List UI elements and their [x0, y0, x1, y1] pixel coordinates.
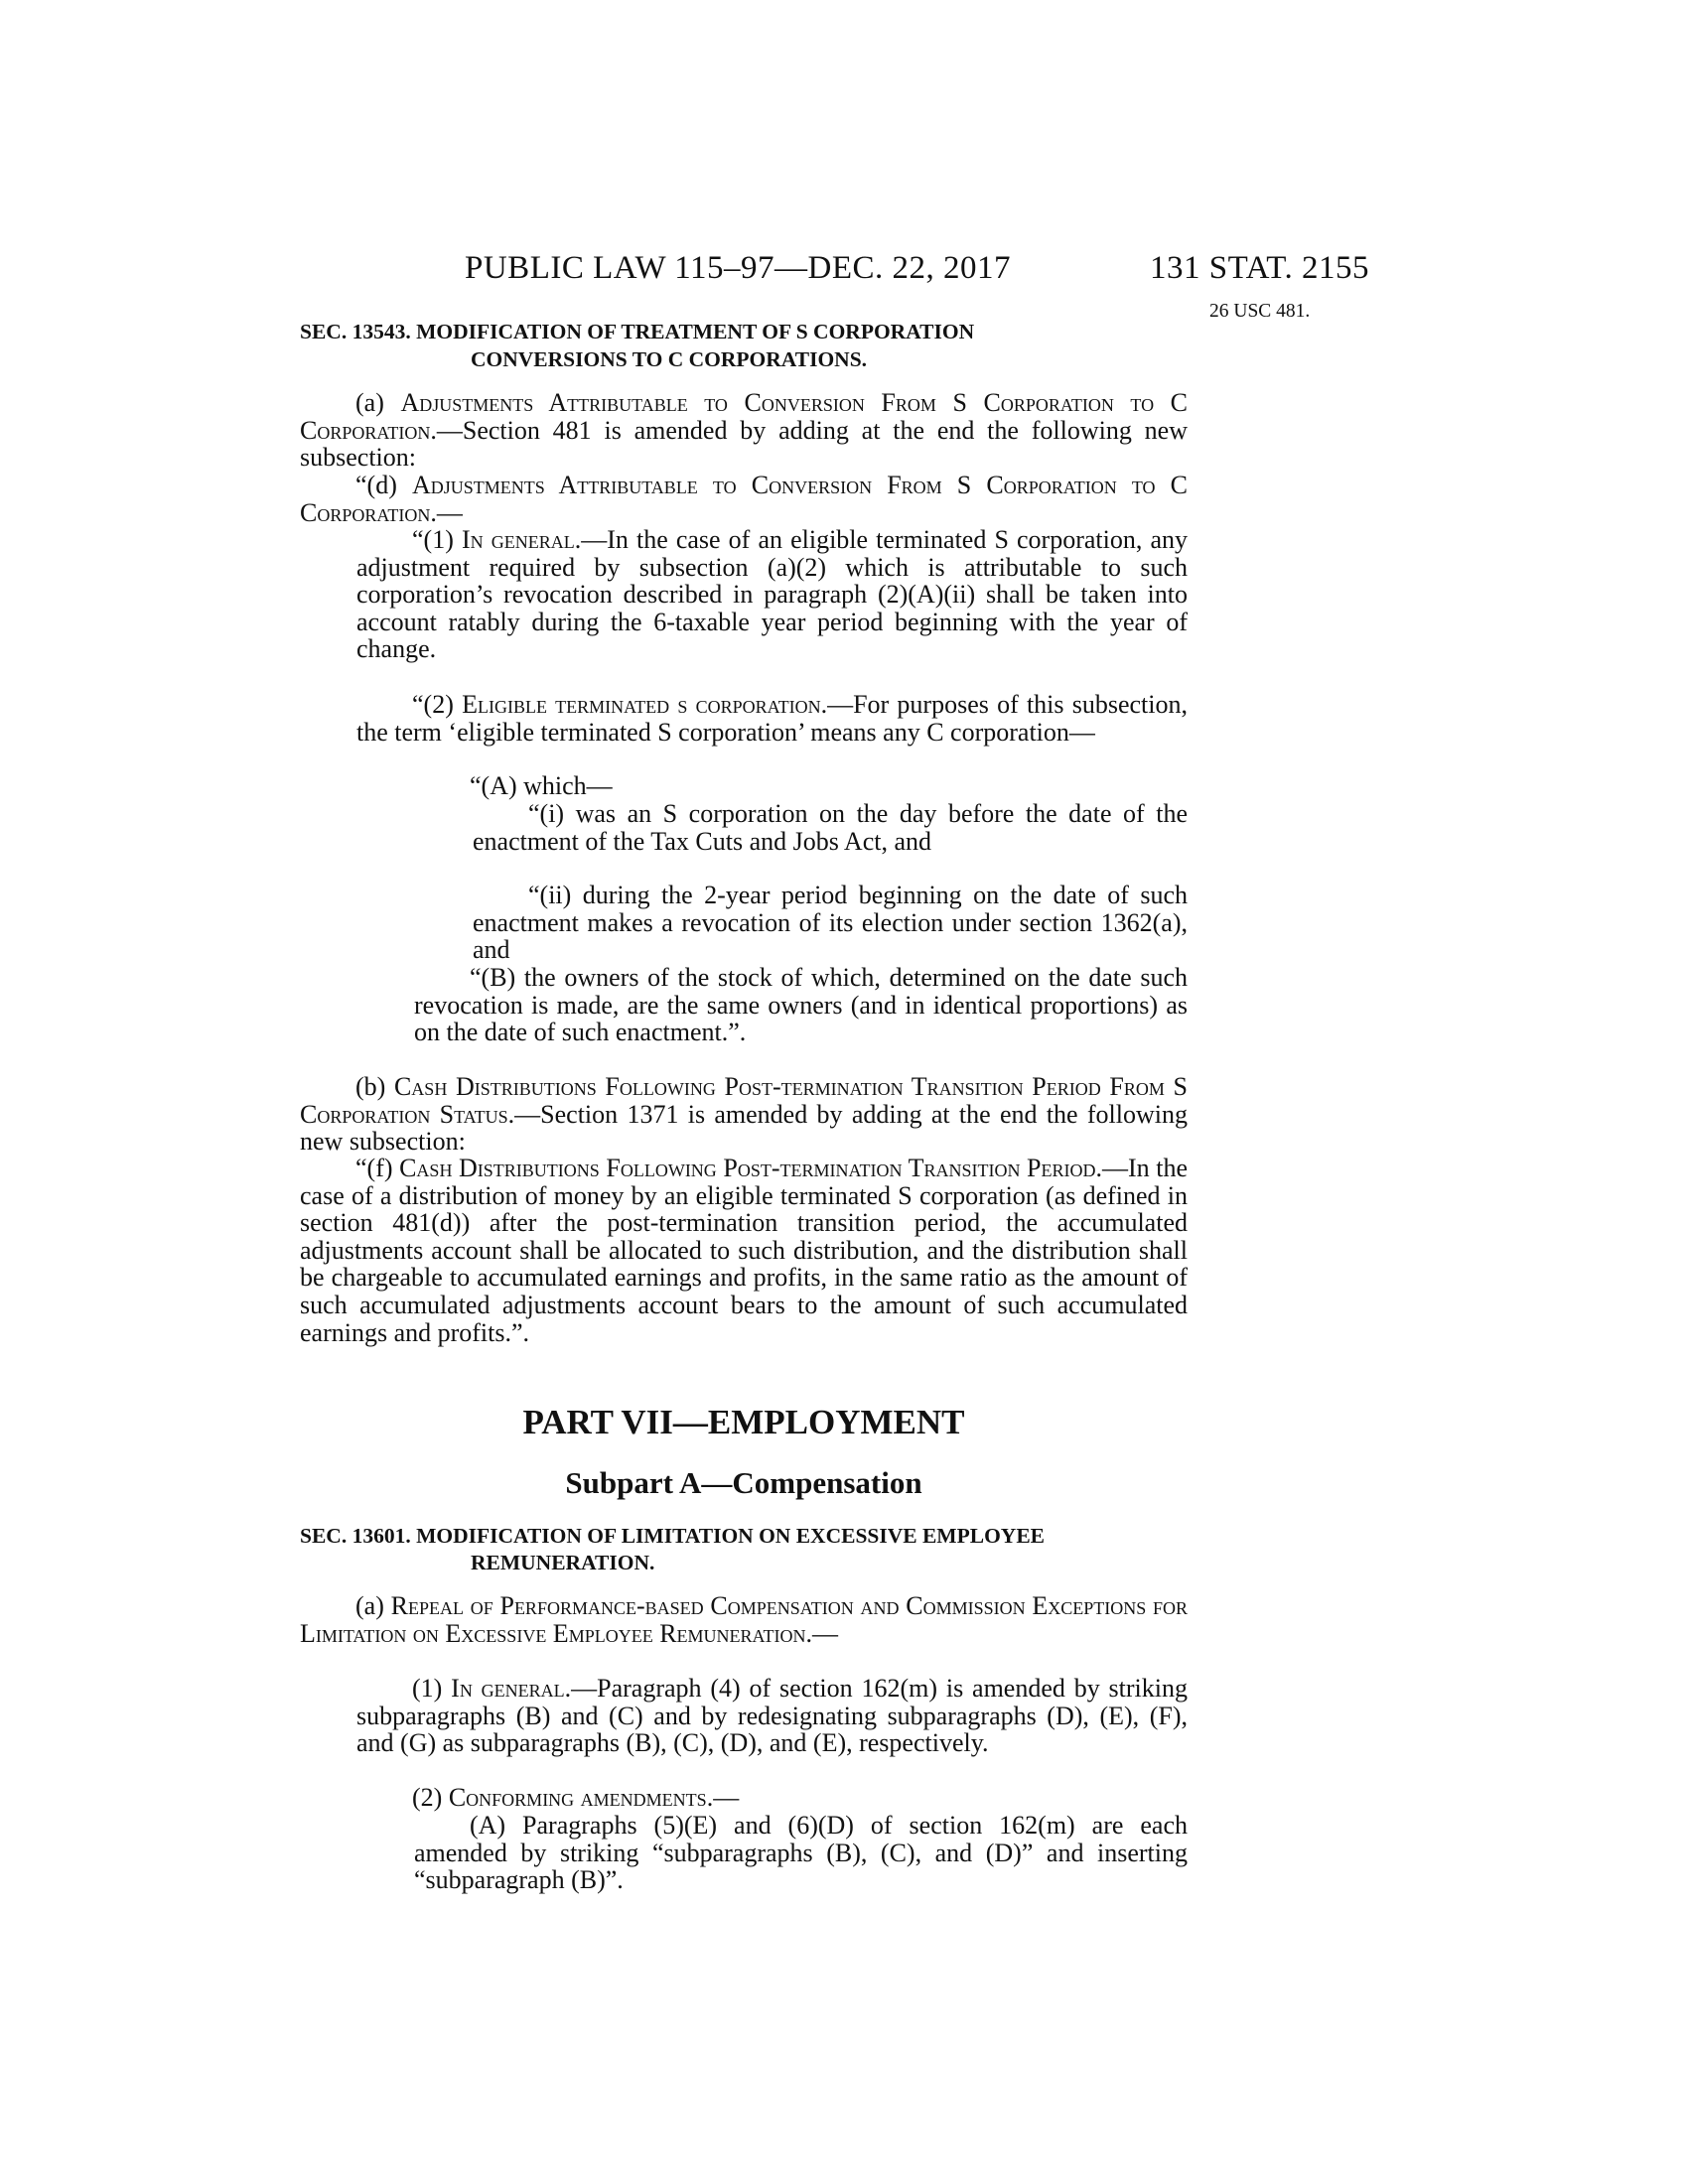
subsection-d-paragraph: “(d) Adjustments Attributable to Conversion From S Corporation to C Corporation.—	[300, 471, 1189, 527]
subparagraph-B: “(B) the owners of the stock of which, determined on the date such revocation is made, are the same owners (and in identical proportions) as on the date of such enactment.”.	[414, 963, 1188, 1047]
subpart-heading: Subpart A—Compensation	[565, 1465, 922, 1500]
section-13601-heading-line2: REMUNERATION.	[471, 1551, 655, 1574]
section-13601-paragraph-1: (1) In general.—Paragraph (4) of section 162(m) is amended by striking subparagraphs (B) and (C) and by redesignating subparagraphs (D), (E), (F), and (G) as subparagraphs (B), (C), (D), and (E), respectively.	[356, 1674, 1188, 1758]
paragraph-1-in-general: “(1) In general.—In the case of an eligible terminated S corporation, any adjustment required by subsection (a)(2) which is attributable to such corporation’s revocation described in paragraph (2)(A)(ii) shall be taken into account ratably during the 6-taxable year period beginning with the year of change.	[356, 525, 1188, 664]
running-header-title: PUBLIC LAW 115–97—DEC. 22, 2017	[465, 250, 1012, 286]
subsection-a-paragraph: (a) Adjustments Attributable to Conversion From S Corporation to C Corporation.—Section 481 is amended by adding at the end the following new subsection:	[300, 388, 1189, 473]
part-heading: PART VII—EMPLOYMENT	[522, 1403, 965, 1441]
subparagraph-A: “(A) which—	[470, 771, 613, 800]
section-13601-subsection-a: (a) Repeal of Performance-based Compensation and Commission Exceptions for Limitation on Excessive Employee Remuneration.—	[300, 1591, 1189, 1648]
section-13601-subparagraph-A: (A) Paragraphs (5)(E) and (6)(D) of section 162(m) are each amended by striking “subparagraphs (B), (C), and (D)” and inserting “subparagraph (B)”.	[414, 1811, 1188, 1895]
subsection-b-paragraph: (b) Cash Distributions Following Post-termination Transition Period From S Corporation Status.—Section 1371 is amended by adding at the end the following new subsection:	[300, 1072, 1188, 1157]
clause-i: “(i) was an S corporation on the day before the date of the enactment of the Tax Cuts and Jobs Act, and	[473, 799, 1188, 856]
margin-citation: 26 USC 481.	[1209, 301, 1311, 322]
section-13543-heading-line2: CONVERSIONS TO C CORPORATIONS.	[471, 347, 868, 371]
clause-ii: “(ii) during the 2-year period beginning on the date of such enactment makes a revocation of its election under section 1362(a), and	[473, 881, 1188, 965]
subsection-f-paragraph: “(f) Cash Distributions Following Post-termination Transition Period.—In the case of a distribution of money by an eligible terminated S corporation (as defined in section 481(d)) after the post-termination transition period, the accumulated adjustments account shall be allocated to such distribution, and the distribution shall be chargeable to accumulated earnings and profits, in the same ratio as the amount of such accumulated adjustments account bears to the amount of such accumulated earnings and profits.”.	[300, 1154, 1189, 1347]
section-13601-paragraph-2: (2) Conforming amendments.—	[412, 1783, 740, 1812]
section-13543-heading-line1: SEC. 13543. MODIFICATION OF TREATMENT OF S CORPORATION	[300, 320, 975, 343]
page-number: 131 STAT. 2155	[1150, 250, 1370, 286]
section-13601-heading-line1: SEC. 13601. MODIFICATION OF LIMITATION ON EXCESSIVE EMPLOYEE	[300, 1524, 1046, 1548]
paragraph-2-eligible: “(2) Eligible terminated s corporation.—For purposes of this subsection, the term ‘eligible terminated S corporation’ means any C corporation—	[356, 690, 1188, 747]
